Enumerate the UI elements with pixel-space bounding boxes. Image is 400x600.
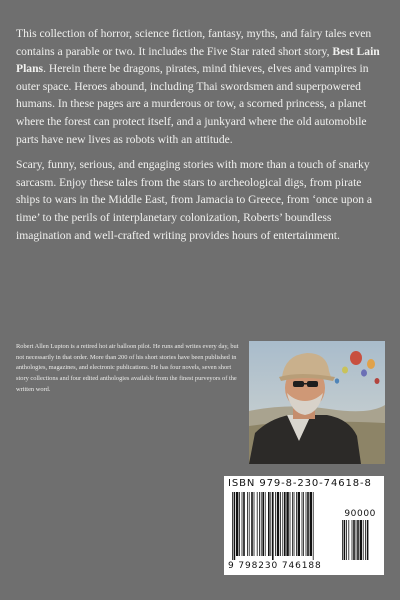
barcode-bar	[294, 492, 295, 556]
barcode-bar	[268, 492, 270, 556]
barcode-bar	[262, 492, 264, 556]
barcode-bar	[251, 492, 253, 556]
price-addon-bar	[360, 520, 362, 560]
barcode-bar	[284, 492, 286, 556]
isbn-barcode	[224, 476, 384, 575]
isbn-label: ISBN 979-8-230-74618-8	[228, 478, 372, 489]
price-addon-bar	[348, 520, 349, 560]
barcode-bar	[275, 492, 276, 556]
barcode-bar	[259, 492, 260, 556]
barcode-bar	[280, 492, 281, 556]
blurb-paragraph-2: Scary, funny, serious, and engaging stories with more than a touch of snarky sarcasm. Enjoy these tales from the stars to archeological digs, from pirate ships to wars in the Middle East, from Jamacia to Greece, from ‘once upon a time’ to the perils of interplanetary colonization, Roberts’ boundless imagination and well-crafted writing provides hours of entertainment.	[16, 158, 373, 242]
price-addon-bar	[367, 520, 369, 560]
barcode-bar	[254, 492, 255, 556]
barcode-bar	[270, 492, 271, 556]
price-addon-bar	[344, 520, 346, 560]
barcode-bar	[247, 492, 248, 556]
barcode-bar	[310, 492, 312, 556]
price-addon-bar	[346, 520, 347, 560]
barcode-bar	[298, 492, 300, 556]
barcode-bar	[306, 492, 307, 556]
price-addon-bar	[342, 520, 343, 560]
barcode-bar	[265, 492, 266, 556]
blurb-text: This collection of horror, science fiction, fantasy, myths, and fairy tales even contains a parable or two. It includes the Five Star rated short story,	[16, 27, 372, 58]
featured-story-title: Best Lain Plans	[16, 44, 380, 76]
barcode-bar	[313, 492, 314, 560]
author-bio: Robert Allen Lupton is a retired hot air balloon pilot. He runs and writes every day, but not necessarily in that order. More than 200 of his short stories have been published in anthologies, magazines, and electronic publications. He has four novels, seven short story collections and four edited anthologies available from the finest purveyors of the written word.	[16, 343, 239, 393]
author-photo	[249, 341, 385, 464]
barcode-bar	[277, 492, 279, 556]
price-addon-bar	[363, 520, 364, 560]
barcode-bar	[286, 492, 288, 556]
barcode-bar	[261, 492, 262, 556]
barcode-bar	[236, 492, 238, 556]
barcode-bar	[292, 492, 293, 556]
barcode-bar	[290, 492, 291, 556]
barcode-bar	[249, 492, 250, 556]
barcode-bar	[307, 492, 309, 556]
barcode-bar	[302, 492, 303, 556]
ean-digits: 9 798230 746188	[228, 561, 322, 571]
barcode-bar	[272, 492, 274, 560]
barcode-bar	[296, 492, 297, 556]
price-addon-bar	[365, 520, 366, 560]
price-addon-bar	[353, 520, 355, 560]
price-addon-bar	[352, 520, 353, 560]
blurb-text: . Herein there be dragons, pirates, mind thieves, elves and vampires in outer space. Heroes abound, including Thai swordsmen and superpowered humans. In these pages are a murderous or tow, a scorned princess, a planet where the forest can protect itself, and a junkyard where the old automobile parts have new lives as robots with an attitude.	[16, 62, 369, 146]
back-cover-blurb	[16, 25, 386, 244]
price-addon-bar	[357, 520, 359, 560]
price-code: 90000	[344, 509, 376, 519]
barcode-bar	[234, 492, 236, 560]
blurb-paragraph-1	[16, 25, 386, 148]
barcode-bar	[257, 492, 258, 556]
barcode-bar	[243, 492, 245, 556]
barcode-bar	[242, 492, 243, 556]
price-addon-bar	[356, 520, 357, 560]
barcode-bar	[232, 492, 233, 560]
barcode-bar	[239, 492, 240, 556]
barcode-bar	[282, 492, 283, 556]
barcode-bar	[303, 492, 304, 556]
